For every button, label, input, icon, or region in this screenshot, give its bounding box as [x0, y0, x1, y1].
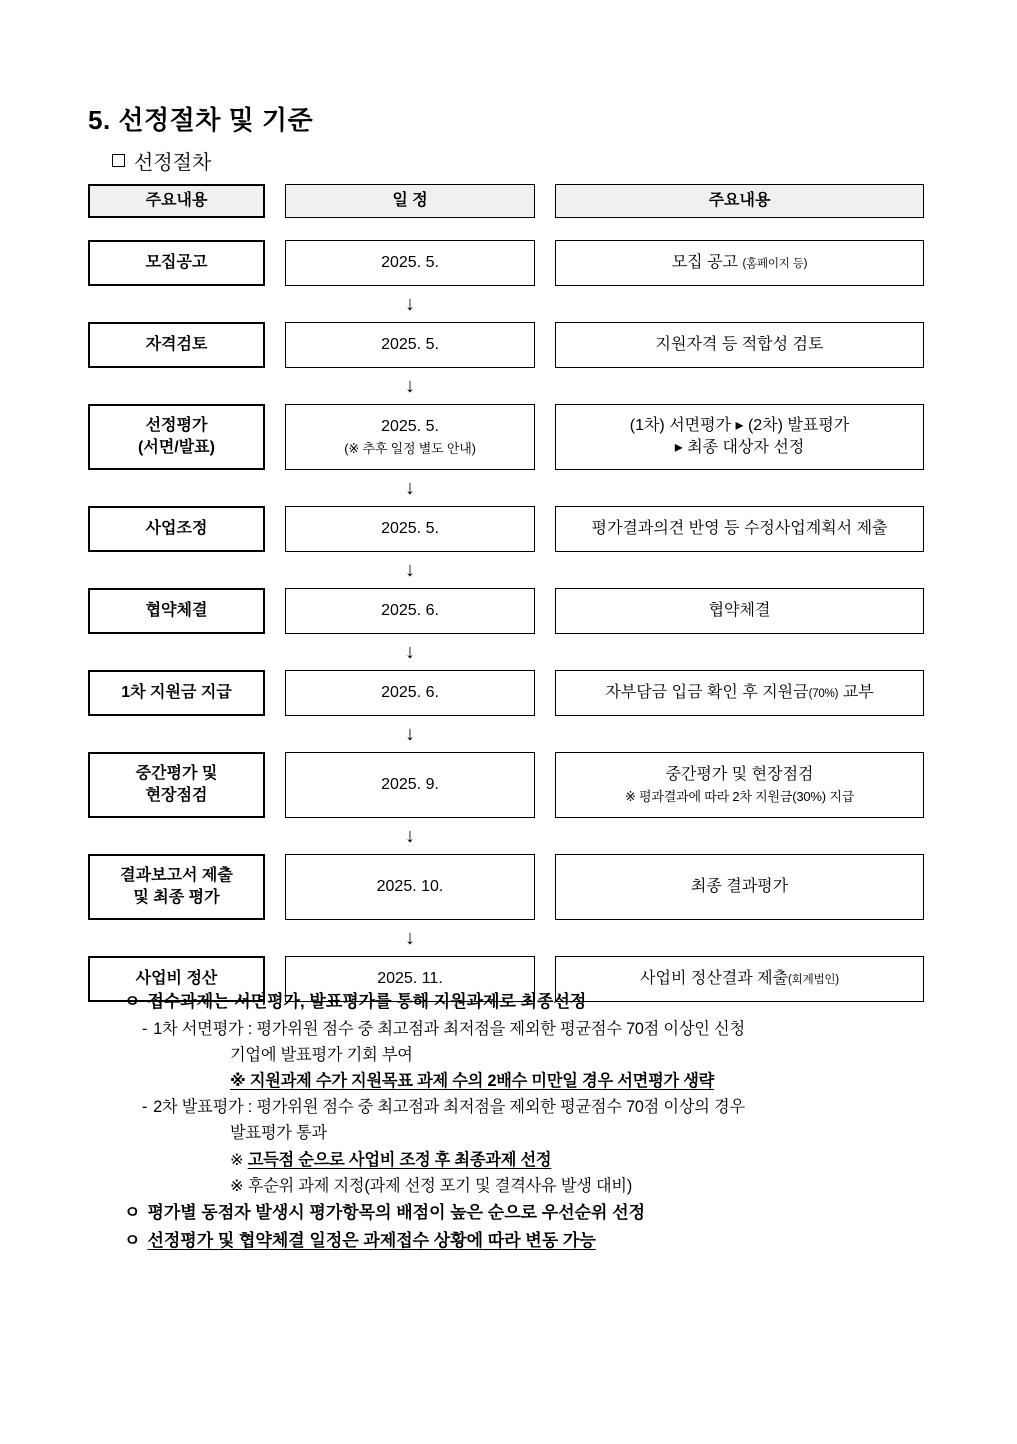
down-arrow-icon: ↓ [405, 559, 415, 581]
note-line [230, 1173, 954, 1199]
column-gap [535, 854, 555, 920]
table-row [88, 752, 924, 818]
detail-cell: 최종 결과평가 [555, 854, 924, 920]
schedule-cell: 2025. 6. [285, 588, 535, 634]
arrow-row [88, 920, 924, 956]
schedule-note: (※ 추후 일정 별도 안내) [344, 440, 476, 456]
column-gap [265, 588, 285, 634]
arrow-row [88, 286, 924, 322]
detail-note: ※ 평과결과에 따라 2차 지원금(30%) 지급 [624, 788, 855, 804]
header-cell-stage: 주요내용 [88, 184, 265, 218]
empty-checkbox-icon [112, 154, 125, 167]
table-row [88, 670, 924, 716]
down-arrow-icon: ↓ [405, 477, 415, 499]
detail-superscript-text: (회계법인) [788, 973, 839, 986]
note-line [142, 1016, 954, 1042]
table-row [88, 854, 924, 920]
note-marker: ※ [230, 1176, 244, 1195]
column-gap [265, 184, 285, 218]
stage-cell: 협약체결 [88, 588, 265, 634]
down-arrow-icon: ↓ [405, 641, 415, 663]
down-arrow-icon: ↓ [405, 927, 415, 949]
arrow-row [88, 634, 924, 670]
note-line [230, 1120, 954, 1146]
subsection-label: 선정절차 [134, 152, 212, 174]
selection-process-flow-table [88, 184, 924, 1002]
note-line [230, 1042, 954, 1068]
note-text: 평가별 동점자 발생시 평가항목의 배점이 높은 순으로 우선순위 선정 [147, 1203, 646, 1223]
column-gap [265, 752, 285, 818]
detail-cell: 협약체결 [555, 588, 924, 634]
stage-line-2: 및 최종 평가 [133, 889, 220, 906]
note-text: 1차 서면평가 : 평가위원 점수 중 최고점과 최저점을 제외한 평균점수 70점 이상인 신청 [153, 1019, 745, 1038]
column-gap [535, 506, 555, 552]
down-arrow-icon: ↓ [405, 375, 415, 397]
arrow-row [88, 818, 924, 854]
column-gap [265, 506, 285, 552]
schedule-cell: 2025. 10. [285, 854, 535, 920]
row-spacer [88, 218, 924, 240]
stage-cell [88, 752, 265, 818]
note-text: 2차 발표평가 : 평가위원 점수 중 최고점과 최저점을 제외한 평균점수 70점 이상의 경우 [153, 1098, 745, 1117]
table-row [88, 506, 924, 552]
page-title: 5. 선정절차 및 기준 [88, 105, 314, 135]
column-gap [535, 404, 555, 470]
arrow-row [88, 552, 924, 588]
detail-superscript-text: (70%) [808, 687, 839, 700]
stage-cell: 자격검토 [88, 322, 265, 368]
schedule-cell: 2025. 6. [285, 670, 535, 716]
detail-cell [555, 752, 924, 818]
column-gap [265, 240, 285, 286]
stage-line-1: 선정평가 [145, 416, 208, 434]
detail-line-1: (1차) 서면평가 ▸ (2차) 발표평가 [629, 416, 850, 434]
schedule-cell: 2025. 5. [285, 240, 535, 286]
note-marker: ※ [230, 1150, 244, 1169]
detail-cell: 평가결과의견 반영 등 수정사업계획서 제출 [555, 506, 924, 552]
stage-cell: 1차 지원금 지급 [88, 670, 265, 716]
stage-cell: 모집공고 [88, 240, 265, 286]
arrow-row [88, 470, 924, 506]
table-header-row [88, 184, 924, 218]
detail-cell: 지원자격 등 적합성 검토 [555, 322, 924, 368]
note-text: 후순위 과제 지정(과제 선정 포기 및 결격사유 발생 대비) [247, 1176, 633, 1195]
detail-main-text: 사업비 정산결과 제출 [640, 969, 789, 987]
table-row [88, 404, 924, 470]
detail-cell [555, 670, 924, 716]
schedule-date: 2025. 5. [381, 418, 439, 436]
stage-line-1: 중간평가 및 [135, 764, 218, 782]
schedule-cell: 2025. 5. [285, 506, 535, 552]
detail-cell [555, 404, 924, 470]
note-marker: ㅇ [124, 1203, 141, 1223]
column-gap [265, 322, 285, 368]
detail-line-2: ▸ 최종 대상자 선정 [674, 439, 805, 456]
down-arrow-icon: ↓ [405, 723, 415, 745]
note-line-emphasis [124, 1227, 954, 1255]
header-cell-detail: 주요내용 [555, 184, 924, 218]
column-gap [265, 854, 285, 920]
stage-cell [88, 854, 265, 920]
column-gap [535, 240, 555, 286]
detail-tail-text: 교부 [838, 683, 874, 701]
down-arrow-icon: ↓ [405, 293, 415, 315]
column-gap [265, 670, 285, 716]
down-arrow-icon: ↓ [405, 825, 415, 847]
schedule-cell: 2025. 11. [285, 956, 535, 1002]
note-marker: ㅇ [124, 1230, 141, 1250]
column-gap [535, 322, 555, 368]
note-text: 기업에 발표평가 기회 부여 [230, 1045, 413, 1064]
column-gap [535, 588, 555, 634]
note-text: 고득점 순으로 사업비 조정 후 최종과제 선정 [247, 1150, 552, 1169]
column-gap [535, 184, 555, 218]
note-line [142, 1094, 954, 1120]
note-line [124, 988, 954, 1016]
stage-line-2: 현장점검 [145, 787, 208, 804]
stage-cell [88, 404, 265, 470]
table-row [88, 240, 924, 286]
column-gap [265, 404, 285, 470]
note-marker: ㅇ [124, 992, 141, 1011]
detail-main-text: 모집 공고 [671, 253, 738, 271]
detail-main-text: 자부담금 입금 확인 후 지원금 [605, 683, 809, 701]
schedule-cell: 2025. 9. [285, 752, 535, 818]
column-gap [535, 670, 555, 716]
stage-cell: 사업비 정산 [88, 956, 265, 1002]
note-line-emphasis [230, 1068, 954, 1094]
note-text: 접수과제는 서면평가, 발표평가를 통해 지원과제로 최종선정 [147, 992, 587, 1011]
column-gap [535, 752, 555, 818]
note-line-emphasis [230, 1147, 954, 1173]
note-marker: - [142, 1019, 148, 1038]
arrow-row [88, 716, 924, 752]
note-text: ※ 지원과제 수가 지원목표 과제 수의 2배수 미만일 경우 서면평가 생략 [230, 1072, 715, 1090]
table-row [88, 322, 924, 368]
detail-line-1: 중간평가 및 현장점검 [665, 766, 814, 784]
arrow-row [88, 368, 924, 404]
table-row [88, 588, 924, 634]
stage-line-1: 결과보고서 제출 [120, 866, 233, 884]
stage-cell: 사업조정 [88, 506, 265, 552]
note-text: 선정평가 및 협약체결 일정은 과제접수 상황에 따라 변동 가능 [147, 1230, 596, 1250]
subsection-heading [112, 146, 211, 175]
header-cell-schedule: 일 정 [285, 184, 535, 218]
detail-cell [555, 240, 924, 286]
notes-block [124, 988, 954, 1254]
schedule-cell [285, 404, 535, 470]
detail-superscript-text: (홈페이지 등) [742, 257, 808, 270]
schedule-cell: 2025. 5. [285, 322, 535, 368]
note-line [124, 1199, 954, 1227]
stage-line-2: (서면/발표) [138, 439, 215, 456]
note-text: 발표평가 통과 [230, 1124, 327, 1143]
note-marker: - [142, 1098, 148, 1117]
